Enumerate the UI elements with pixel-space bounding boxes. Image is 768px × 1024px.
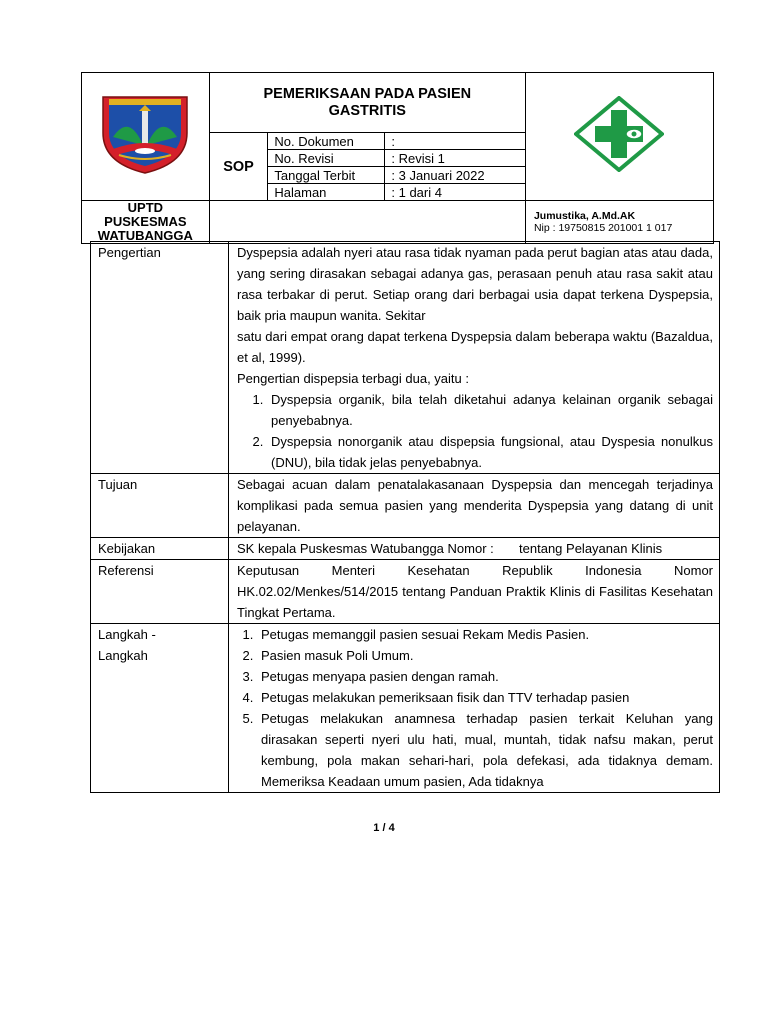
puskesmas-logo-cell <box>525 73 713 201</box>
content-tujuan: Sebagai acuan dalam penatalakasanaan Dyspepsia dan mencegah terjadinya komplikasi pada semua pasien yang menderita Dyspepsia yang datang di unit pelayanan. <box>229 474 720 538</box>
signer-nip: Nip : 19750815 201001 1 017 <box>533 222 673 234</box>
title-line-1: PEMERIKSAAN PADA PASIEN <box>263 85 472 102</box>
blank-cell <box>209 201 525 244</box>
organization-name: UPTD PUSKESMAS WATUBANGGA <box>82 201 210 244</box>
label-langkah: Langkah - Langkah <box>91 624 229 793</box>
signer-name: Jumustika, A.Md.AK <box>533 210 636 222</box>
label-pengertian: Pengertian <box>91 242 229 474</box>
puskesmas-logo-icon <box>574 96 664 172</box>
label-kebijakan: Kebijakan <box>91 538 229 560</box>
meta-row-no-dokumen: No. Dokumen : <box>268 133 525 150</box>
row-pengertian <box>91 242 720 474</box>
content-langkah <box>229 624 720 793</box>
document-meta-table <box>268 133 525 200</box>
document-meta-cell <box>268 133 526 201</box>
row-langkah <box>91 624 720 793</box>
regency-logo-cell <box>82 73 210 201</box>
list-item: 1. Petugas memanggil pasien sesuai Rekam Medis Pasien. <box>257 624 713 645</box>
sop-header-table <box>81 72 714 244</box>
meta-row-halaman: Halaman : 1 dari 4 <box>268 184 525 201</box>
pengertian-list <box>237 389 713 473</box>
label-tujuan: Tujuan <box>91 474 229 538</box>
signature-cell <box>525 201 713 244</box>
document-title <box>209 73 525 133</box>
regency-emblem-icon <box>99 93 191 175</box>
list-item: 2. Pasien masuk Poli Umum. <box>257 645 713 666</box>
page-number: 1 / 4 <box>373 822 395 834</box>
content-referensi: Keputusan Menteri Kesehatan Republik Indonesia Nomor HK.02.02/Menkes/514/2015 tentang Panduan Praktik Klinis di Fasilitas Kesehatan Tingkat Pertama. <box>229 560 720 624</box>
list-item: 2. Dyspepsia nonorganik atau dispepsia fungsional, atau Dyspesia nonulkus (DNU), bila tidak jelas penyebabnya. <box>267 431 713 473</box>
list-item: 5. Petugas melakukan anamnesa terhadap pasien terkait Keluhan yang dirasakan seperti nyeri ulu hati, mual, muntah, tidak nafsu makan, perut kembung, pola makan sehari-hari, pola defekasi, ada tidaknya demam. Memeriksa Keadaan umum pasien, Ada tidaknya <box>257 708 713 792</box>
langkah-list <box>237 624 713 792</box>
meta-row-no-revisi: No. Revisi : Revisi 1 <box>268 150 525 167</box>
list-item: 1. Dyspepsia organik, bila telah diketahui adanya kelainan organik sebagai penyebabnya. <box>267 389 713 431</box>
row-tujuan <box>91 474 720 538</box>
list-item: 4. Petugas melakukan pemeriksaan fisik dan TTV terhadap pasien <box>257 687 713 708</box>
sop-label: SOP <box>209 133 268 201</box>
row-kebijakan <box>91 538 720 560</box>
content-kebijakan: SK kepala Puskesmas Watubangga Nomor : tentang Pelayanan Klinis <box>229 538 720 560</box>
sop-body-table <box>90 241 720 793</box>
meta-row-tanggal-terbit: Tanggal Terbit : 3 Januari 2022 <box>268 167 525 184</box>
list-item: 3. Petugas menyapa pasien dengan ramah. <box>257 666 713 687</box>
content-pengertian: Dyspepsia adalah nyeri atau rasa tidak nyaman pada perut bagian atas atau dada, yang sering dirasakan sebagai adanya gas, perasaan penuh atau rasa sakit atau rasa terbakar di perut. Setiap orang dari berbagai usia dapat terkena Dyspepsia, baik pria maupun wanita. Sekitar satu dari empat orang dapat terkena Dyspepsia dalam beberapa waktu (Bazaldua, et al, 1999). Pengertian dispepsia terbagi dua, yaitu : 1. Dyspepsia organik, bila telah diketahui adanya kelainan organik sebagai penyebabnya. 2. Dyspepsia nonorganik atau dispepsia fungsional, atau Dyspesia nonulkus (DNU), bila tidak jelas penyebabnya. <box>229 242 720 474</box>
row-referensi <box>91 560 720 624</box>
title-line-2: GASTRITIS <box>328 102 406 119</box>
label-referensi: Referensi <box>91 560 229 624</box>
